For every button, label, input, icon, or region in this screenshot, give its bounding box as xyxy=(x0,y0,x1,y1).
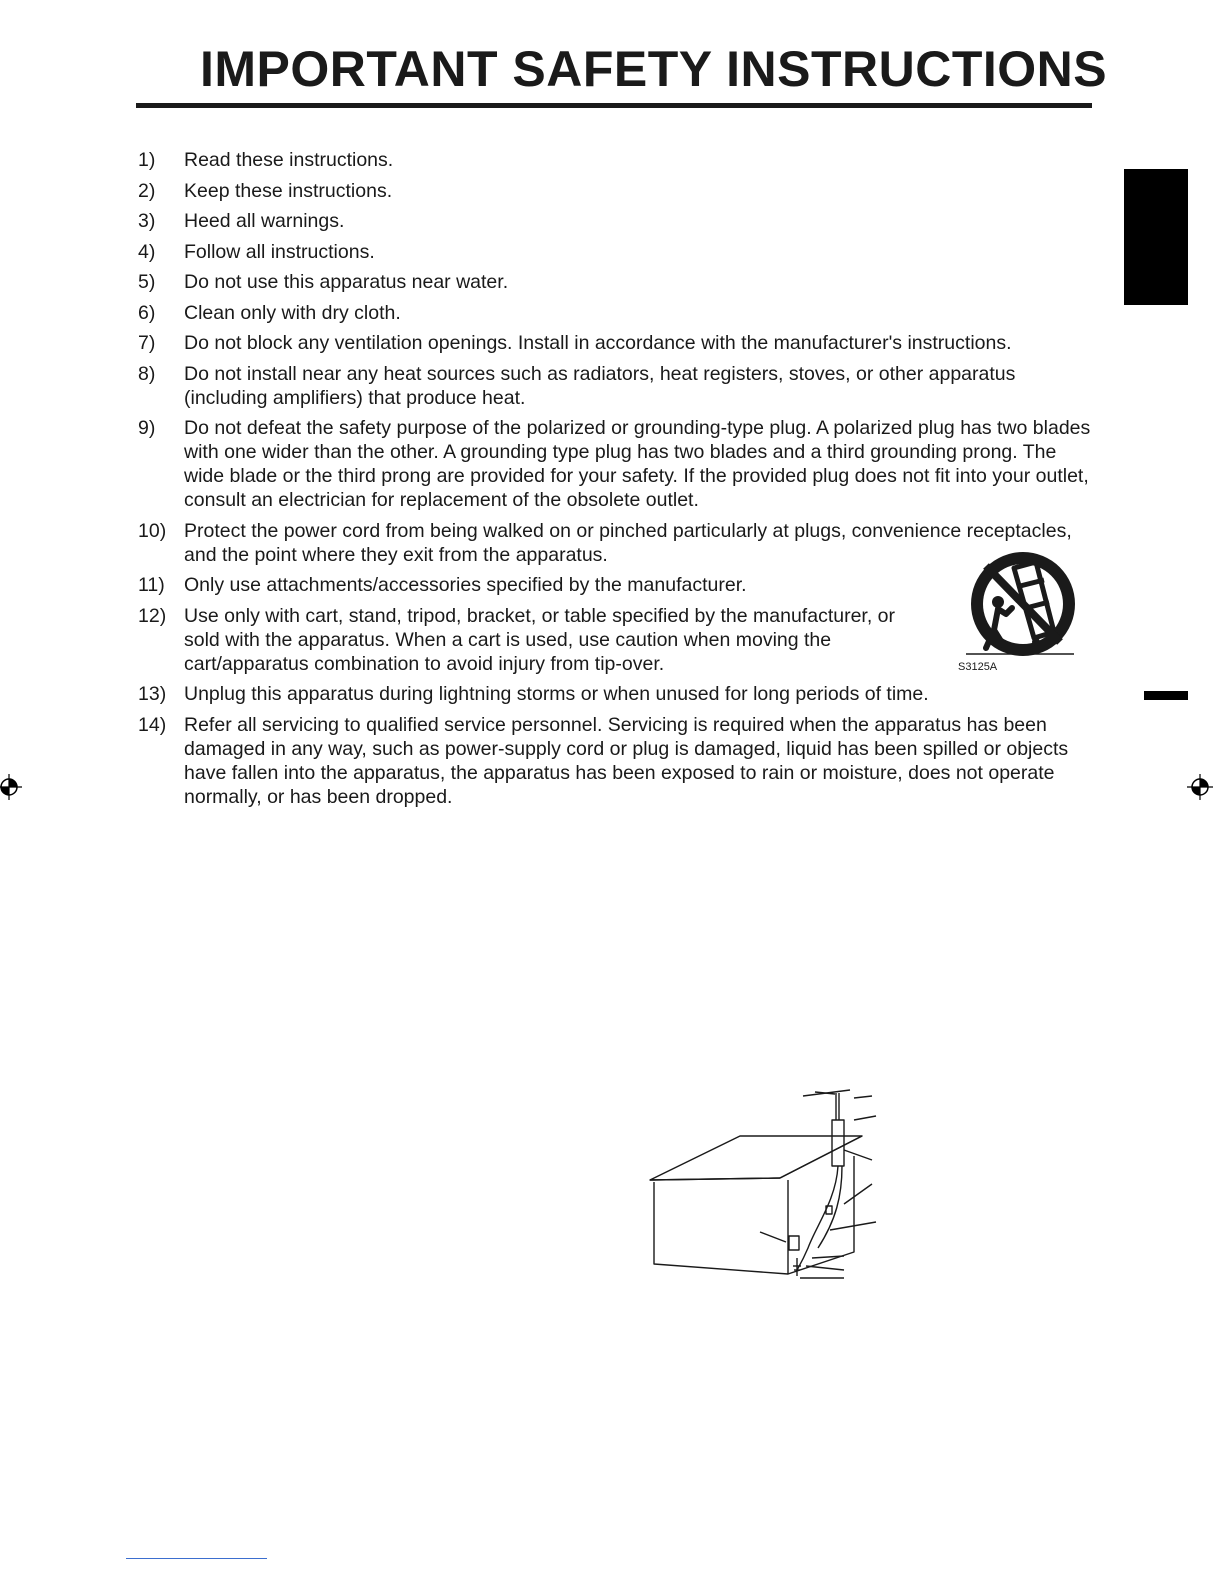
safety-instructions-list xyxy=(138,148,1098,815)
item-number: 13) xyxy=(138,683,167,705)
list-item xyxy=(138,209,1098,233)
cart-figure-code: S3125A xyxy=(958,661,998,673)
list-item xyxy=(138,270,1098,294)
item-text: Keep these instructions. xyxy=(184,179,393,202)
item-number: 1) xyxy=(138,149,156,171)
list-item xyxy=(138,519,1098,567)
item-number: 2) xyxy=(138,179,156,202)
item-text: Heed all warnings. xyxy=(184,210,345,232)
item-text: Protect the power cord from being walked on or pinched particularly at plugs, convenience receptacles, and the point where they exit from the apparatus. xyxy=(184,519,1072,566)
footer-rule xyxy=(126,1558,267,1559)
list-item xyxy=(138,331,1098,355)
list-item xyxy=(138,240,1098,264)
item-number: 8) xyxy=(138,362,156,385)
list-item xyxy=(138,573,1098,597)
list-item xyxy=(138,179,1098,203)
item-text: Follow all instructions. xyxy=(184,240,375,263)
item-number: 14) xyxy=(138,713,167,736)
page-title: IMPORTANT SAFETY INSTRUCTIONS xyxy=(200,41,1108,97)
list-item xyxy=(138,416,1098,512)
list-item xyxy=(138,362,1098,410)
item-text: Unplug this apparatus during lightning storms or when unused for long periods of time. xyxy=(184,683,929,705)
item-text: Do not defeat the safety purpose of the polarized or grounding-type plug. A polarized plug has two blades with one wider than the other. A grounding type plug has two blades and a third grounding prong. The wide blade or the third prong are provided for your safety. If the provided plug does not fit into your outlet, consult an electrician for replacement of the obsolete outlet. xyxy=(184,417,1091,511)
list-item xyxy=(138,301,1098,325)
item-text: Do not use this apparatus near water. xyxy=(184,271,509,293)
antenna-grounding-house-icon xyxy=(640,1080,890,1290)
item-text: Do not install near any heat sources such as radiators, heat registers, stoves, or other apparatus (including amplifiers) that produce heat. xyxy=(184,362,1016,409)
item-text: Refer all servicing to qualified service personnel. Servicing is required when the apparatus has been damaged in any way, such as power-supply cord or plug is damaged, liquid has been spilled or objects have fallen into the apparatus, the apparatus has been exposed to rain or moisture, does not operate normally, or has been dropped. xyxy=(184,713,1069,808)
item-number: 4) xyxy=(138,240,156,263)
title-rule xyxy=(136,103,1092,108)
list-item xyxy=(138,148,1098,172)
item-text: Clean only with dry cloth. xyxy=(184,301,401,324)
registration-mark-icon xyxy=(1187,774,1213,800)
list-item xyxy=(138,682,1098,706)
item-number: 6) xyxy=(138,301,156,324)
item-number: 5) xyxy=(138,271,156,293)
item-text: Do not block any ventilation openings. Install in accordance with the manufacturer's instructions. xyxy=(184,332,1012,354)
item-text: Use only with cart, stand, tripod, bracket, or table specified by the manufacturer, or sold with the apparatus. When a cart is used, use caution when moving the cart/apparatus combination to avoid injury from tip-over. xyxy=(184,604,896,675)
item-number: 10) xyxy=(138,519,167,542)
language-tab xyxy=(1124,169,1188,305)
cart-tipover-icon xyxy=(956,546,1086,674)
list-item xyxy=(138,604,1098,676)
item-text: Read these instructions. xyxy=(184,149,394,171)
item-number: 7) xyxy=(138,332,156,354)
item-text: Only use attachments/accessories specified by the manufacturer. xyxy=(184,574,747,596)
side-index-mark xyxy=(1144,691,1188,700)
registration-mark-icon xyxy=(0,774,22,800)
item-number: 3) xyxy=(138,210,156,232)
item-number: 9) xyxy=(138,417,156,439)
list-item xyxy=(138,713,1098,809)
item-number: 11) xyxy=(138,574,165,596)
item-number: 12) xyxy=(138,604,167,627)
